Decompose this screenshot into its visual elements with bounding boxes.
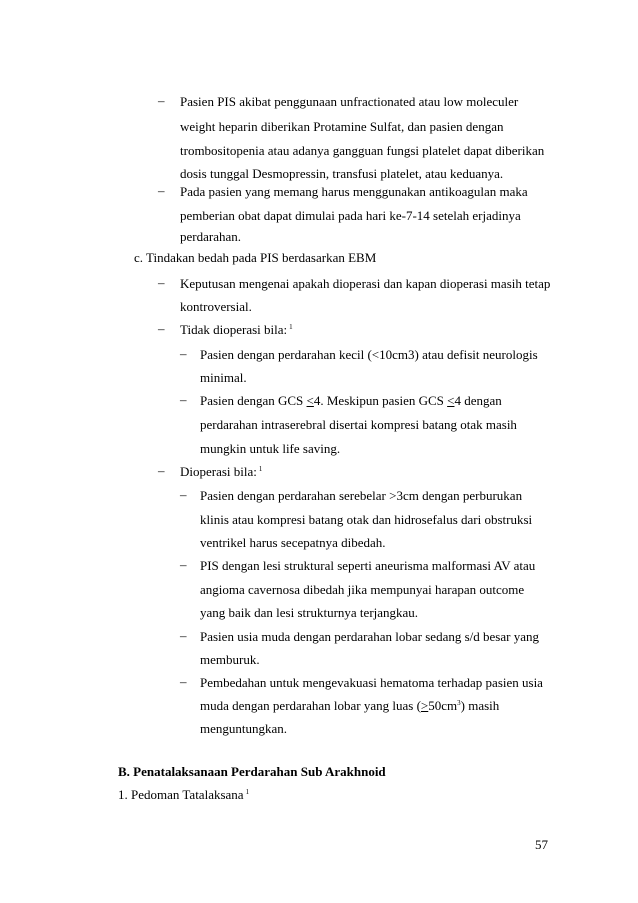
text-line <box>180 322 293 338</box>
text-line: perdarahan intraserebral disertai kompresi batang otak masih <box>200 417 517 432</box>
sub-bullet-dash: – <box>180 674 187 689</box>
bullet-dash: – <box>158 183 165 198</box>
sub-bullet-dash: – <box>180 346 187 361</box>
text-line: Pasien PIS akibat penggunaan unfractionated atau low moleculer <box>180 94 519 109</box>
sub-bullet-dash: – <box>180 392 187 407</box>
text-line: mungkin untuk life saving. <box>200 441 341 456</box>
text-line: Keputusan mengenai apakah dioperasi dan kapan dioperasi masih tetap <box>180 276 551 291</box>
text-line: perdarahan. <box>180 229 241 244</box>
text-line: pemberian obat dapat dimulai pada hari ke-7-14 setelah erjadinya <box>180 208 521 223</box>
text-line: Pada pasien yang memang harus menggunakan antikoagulan maka <box>180 184 528 199</box>
list-label: Tidak dioperasi bila: <box>180 322 288 337</box>
text-line: PIS dengan lesi struktural seperti aneurisma malformasi AV atau <box>200 558 536 573</box>
bullet-dash: – <box>158 463 165 478</box>
list-label: Dioperasi bila: <box>180 464 257 479</box>
text-line: klinis atau kompresi batang otak dan hidrosefalus dari obstruksi <box>200 512 533 527</box>
subsection-heading: c. Tindakan bedah pada PIS berdasarkan EBM <box>134 250 377 265</box>
text-line: angioma cavernosa dibedah jika mempunyai harapan outcome <box>200 582 525 597</box>
underlined-symbol: < <box>306 393 314 408</box>
text-span: muda dengan perdarahan lobar yang luas ( <box>200 698 421 713</box>
text-line <box>180 464 262 480</box>
sub-bullet-dash: – <box>180 487 187 502</box>
text-line <box>200 698 499 714</box>
sub-bullet-dash: – <box>180 557 187 572</box>
text-span: 4 dengan <box>454 393 502 408</box>
underlined-symbol: > <box>420 698 429 713</box>
text-line: Pasien dengan perdarahan kecil (<10cm3) atau defisit neurologis <box>200 347 538 362</box>
reference-mark: 1 <box>245 788 250 796</box>
reference-mark: 1 <box>258 465 263 473</box>
text-line: trombositopenia atau adanya gangguan fungsi platelet dapat diberikan <box>180 143 545 158</box>
text-span: ) masih <box>460 698 500 713</box>
text-line: Pasien usia muda dengan perdarahan lobar sedang s/d besar yang <box>200 629 539 644</box>
page-number: 57 <box>535 837 548 852</box>
text-line: dosis tunggal Desmopressin, transfusi platelet, atau keduanya. <box>180 166 504 181</box>
text-line <box>200 393 502 409</box>
text-line: Pembedahan untuk mengevakuasi hematoma terhadap pasien usia <box>200 675 543 690</box>
text-line: minimal. <box>200 370 247 385</box>
text-line: Pasien dengan perdarahan serebelar >3cm dengan perburukan <box>200 488 523 503</box>
subsection-label: 1. Pedoman Tatalaksana <box>118 787 244 802</box>
text-line: memburuk. <box>200 652 260 667</box>
reference-mark: 1 <box>289 323 293 331</box>
text-line: ventrikel harus secepatnya dibedah. <box>200 535 386 550</box>
text-line: menguntungkan. <box>200 721 288 736</box>
bullet-dash: – <box>158 275 165 290</box>
section-heading: B. Penatalaksanaan Perdarahan Sub Arakhnoid <box>118 764 386 779</box>
sub-bullet-dash: – <box>180 628 187 643</box>
text-span: Pasien dengan GCS <box>200 393 307 408</box>
bullet-dash: – <box>158 321 165 336</box>
text-line: kontroversial. <box>180 299 252 314</box>
superscript: 3 <box>457 699 461 707</box>
text-span: 50cm <box>428 698 458 713</box>
underlined-symbol: < <box>447 393 455 408</box>
text-span: 4. Meskipun pasien GCS <box>313 393 448 408</box>
subsection-heading <box>118 787 249 803</box>
text-line: weight heparin diberikan Protamine Sulfat, dan pasien dengan <box>180 119 504 134</box>
text-line: yang baik dan lesi strukturnya terjangkau. <box>200 605 419 620</box>
bullet-dash: – <box>158 93 165 108</box>
